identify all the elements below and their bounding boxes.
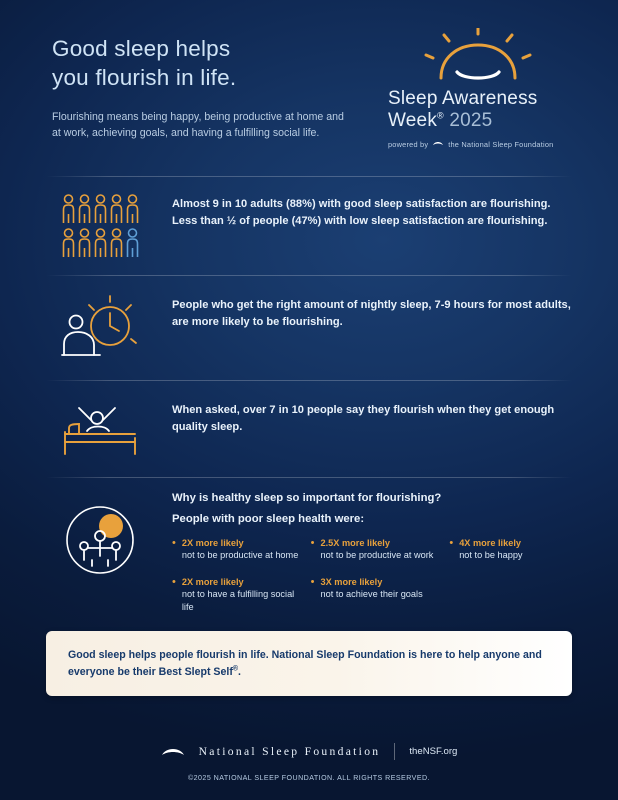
stat-item	[172, 537, 301, 562]
person-alarm-clock-icon	[46, 293, 154, 363]
people-group-icon	[46, 194, 154, 258]
sleep-awareness-week-logo	[378, 28, 578, 149]
stat-item	[311, 576, 440, 613]
stat-highlight: 2.5X more likely	[320, 538, 390, 548]
sun-rays-icon	[419, 28, 537, 84]
subheadline: Flourishing means being happy, being productive at home and at work, achieving goals, and having a fulfilling social life.	[52, 110, 344, 139]
header	[0, 0, 618, 176]
stat-detail: not to be productive at home	[181, 550, 299, 561]
family-sunrise-icon	[46, 492, 154, 613]
stat-item	[449, 537, 578, 562]
bullet-icon: •	[310, 537, 315, 549]
stat-item	[172, 576, 301, 613]
powered-by-line	[378, 140, 578, 149]
stat-item	[311, 537, 440, 562]
fact-row-1	[0, 177, 618, 275]
bullet-icon: •	[172, 575, 176, 588]
bullet-icon: •	[310, 575, 315, 588]
fact-row-2	[0, 276, 618, 380]
fact-text: When asked, over 7 in 10 people say they flourish when they get enough quality sleep.	[172, 404, 555, 433]
organization-name: National Sleep Foundation	[198, 745, 381, 758]
logo-registered-mark: ®	[437, 111, 444, 122]
stat-highlight: 4X more likely	[459, 538, 521, 548]
callout-text: Good sleep helps people flourish in life. National Sleep Foundation is here to help anyone and everyone be their Best Slept Self	[68, 649, 542, 678]
headline-line-1: Good sleep helps	[52, 36, 231, 61]
stat-detail: not to have a fulfilling social life	[181, 589, 295, 612]
footer-divider	[394, 743, 395, 760]
brand-name: the National Sleep Foundation	[448, 139, 554, 149]
website-link[interactable]: theNSF.org	[409, 746, 458, 757]
footer	[0, 743, 618, 800]
page-title	[52, 34, 352, 93]
stat-detail: not to achieve their goals	[320, 589, 423, 600]
stat-highlight: 2X more likely	[181, 576, 244, 587]
person-stretching-in-bed-icon	[46, 398, 154, 460]
callout-period: .	[238, 665, 241, 678]
stat-highlight: 3X more likely	[320, 576, 383, 587]
bullet-icon: •	[449, 537, 454, 549]
powered-by-label: powered by	[388, 139, 429, 149]
logo-title	[378, 88, 578, 133]
section-flourishing-stats	[0, 478, 618, 621]
stat-detail: not to be productive at work	[320, 550, 434, 561]
callout-registered-mark: ®	[232, 664, 239, 672]
logo-title-line-2: Week	[388, 110, 438, 132]
stat-highlight: 2X more likely	[181, 538, 244, 548]
callout-box	[46, 631, 572, 696]
stat-detail: not to be happy	[459, 550, 523, 561]
footer-brand-row	[0, 743, 618, 760]
stats-grid	[172, 537, 578, 613]
nsf-moon-icon	[161, 745, 185, 759]
copyright-text: ©2025 NATIONAL SLEEP FOUNDATION. ALL RIGHTS RESERVED.	[187, 774, 431, 782]
nsf-moon-icon	[432, 140, 444, 148]
fact-row-3	[0, 381, 618, 477]
fact-text: People who get the right amount of nightly sleep, 7-9 hours for most adults, are more likely to be flourishing.	[172, 299, 571, 328]
bullet-icon: •	[172, 537, 176, 549]
callout-wrapper	[0, 621, 618, 696]
section-question: Why is healthy sleep so important for flourishing?	[172, 492, 442, 504]
fact-text: Almost 9 in 10 adults (88%) with good sleep satisfaction are flourishing. Less than ½ of people (47%) with low sleep satisfaction are flourishing.	[172, 198, 551, 227]
logo-title-line-1: Sleep Awareness	[388, 88, 538, 109]
headline-line-2: you flourish in life.	[52, 65, 237, 91]
section-subtitle: People with poor sleep health were:	[172, 513, 365, 525]
logo-year: 2025	[449, 110, 493, 132]
